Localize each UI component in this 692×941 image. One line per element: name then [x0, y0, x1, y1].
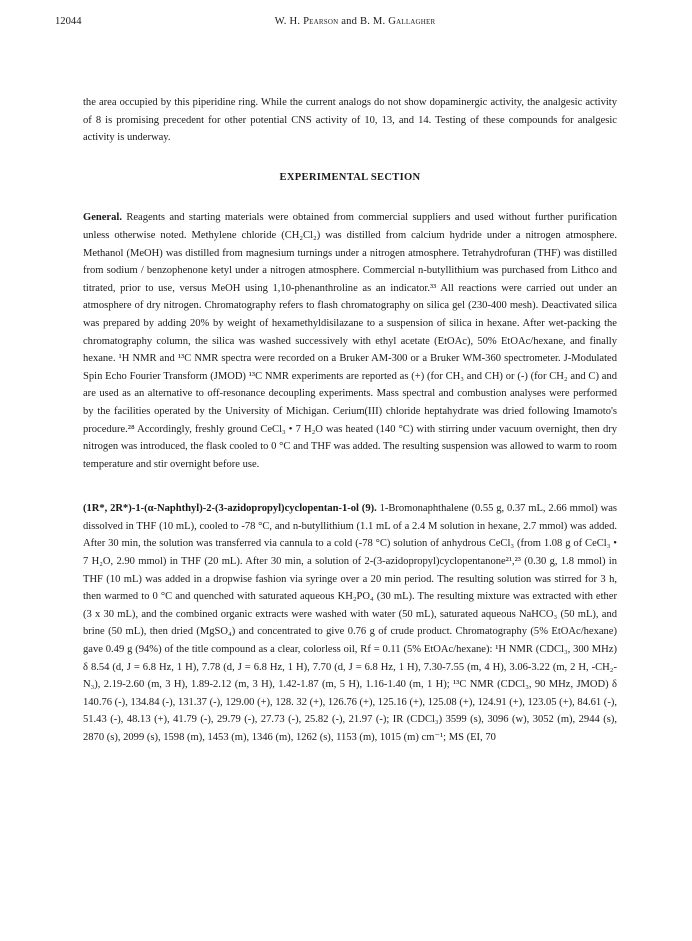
compound-9-text: 1-Bromonaphthalene (0.55 g, 0.37 mL, 2.66 mmol) was dissolved in THF (10 mL), cooled to -78 °C, and n-butyllithium (1.1 mL of a 2.4 M solution in hexane, 2.7 mmol) was added. After 30 min, the solution was transferred via cannula to a cold (-78 °C) solution of anhydrous CeCl₃ (from 1.08 g of CeCl₃ • 7 H₂O, 2.90 mmol) in THF (20 mL). After 30 min, a solution of 2-(3-azidopropyl)cyclopentanone²¹,²³ (0.30 g, 1.8 mmol) in THF (10 mL) was added in a dropwise fashion via syringe over a 20 min period. The resulting solution was stirred for 3 h, then warmed to 0 °C and quenched with saturated aqueous KH₂PO₄ (30 mL). The resulting mixture was extracted with ether (3 x 30 mL), and the combined organic extracts were washed with water (50 mL), saturated aqueous NaHCO₃ (50 mL), and brine (50 mL), then dried (MgSO₄) and concentrated to give 0.76 g of crude product. Chromatography (5% EtOAc/hexane) gave 0.49 g (94%) of the title compound as a clear, colorless oil, Rf = 0.11 (5% EtOAc/hexane): ¹H NMR (CDCl₃, 300 MHz) δ 8.54 (d, J = 6.8 Hz, 1 H), 7.78 (d, J = 6.8 Hz, 1 H), 7.70 (d, J = 6.8 Hz, 1 H), 7.30-7.55 (m, 4 H), 3.06-3.22 (m, 2 H, -CH₂-N₃), 2.19-2.60 (m, 3 H), 1.89-2.12 (m, 3 H), 1.42-1.87 (m, 5 H), 1.16-1.40 (m, 1 H); ¹³C NMR (CDCl₃, 90 MHz, JMOD) δ 140.76 (-), 134.84 (-), 131.37 (-), 129.00 (+), 128. 32 (+), 126.76 (+), 125.16 (+), 125.08 (+), 124.91 (+), 123.05 (+), 84.61 (-), 51.43 (-), 48.13 (+), 41.79 (-), 29.79 (-), 27.73 (-), 25.82 (-), 21.97 (-); IR (CDCl₃) 3599 (s), 3096 (w), 3052 (m), 2944 (s), 2870 (s), 2099 (s), 1598 (m), 1453 (m), 1346 (m), 1262 (s), 1153 (m), 1015 (m) cm⁻¹; MS (EI, 70	[83, 503, 618, 743]
general-text: Reagents and starting materials were obtained from commercial suppliers and used without further purification unless otherwise noted. Methylene chloride (CH₂Cl₂) was distilled from calcium hydride under a nitrogen atmosphere. Methanol (MeOH) was distilled from magnesium turnings under a nitrogen atmosphere. Tetrahydrofuran (THF) was distilled from sodium / benzophenone ketyl under a nitrogen atmosphere. Commercial n-butyllithium was purchased from Lithco and titrated, prior to use, versus MeOH using 1,10-phenanthroline as an indicator.³³ All reactions were carried out under an atmosphere of dry nitrogen. Chromatography refers to flash chromatography on silica gel (230-400 mesh). Deactivated silica was prepared by adding 20% by weight of hexamethyldisilazane to a suspension of silica in hexane. After wet-packing the chromatography column, the silica was washed successively with ethyl acetate (EtOAc), 50% EtOAc/hexane, and finally hexane. ¹H NMR and ¹³C NMR spectra were recorded on a Bruker AM-300 or a Bruker WM-360 spectrometer. J-Modulated Spin Echo Fourier Transform (JMOD) ¹³C NMR experiments are reported as (+) (for CH₃ and CH) or (-) (for CH₂ and C) and are used as an alternative to off-resonance decoupling experiments. Mass spectral and combustion analyses were performed by the facilities operated by the University of Michigan. Cerium(III) chloride heptahydrate was dried following Imamoto's procedure.²⁸ Accordingly, freshly ground CeCl₃ • 7 H₂O was heated (140 °C) with stirring under vacuum overnight, then dry nitrogen was introduced, the flask cooled to 0 °C and THF was added. The resulting suspension was allowed to warm to room temperature and stir overnight before use.	[83, 212, 617, 470]
compound-9-paragraph	[83, 500, 617, 746]
running-head-author1: Pearson	[303, 16, 339, 27]
running-head-and: and B. M.	[338, 16, 389, 27]
general-paragraph	[83, 209, 617, 473]
compound-9-heading: (1R*, 2R*)-1-(α-Naphthyl)-2-(3-azidopropyl)cyclopentan-1-ol (9).	[83, 503, 377, 515]
body-text	[83, 94, 617, 747]
intro-paragraph: the area occupied by this piperidine ring. While the current analogs do not show dopaminergic activity, the analgesic activity of 8 is promising precedent for other potential CNS activity of 10, 13, and 14. Testing of these compounds for analgesic activity is underway.	[83, 97, 617, 144]
running-head-authors-pre: W. H.	[274, 16, 304, 27]
section-title: EXPERIMENTAL SECTION	[279, 171, 421, 183]
page-header	[55, 16, 655, 32]
general-heading: General.	[83, 212, 122, 224]
running-head-author2: Gallagher	[388, 16, 436, 27]
page-number: 12044	[55, 16, 82, 27]
running-head	[55, 16, 655, 27]
